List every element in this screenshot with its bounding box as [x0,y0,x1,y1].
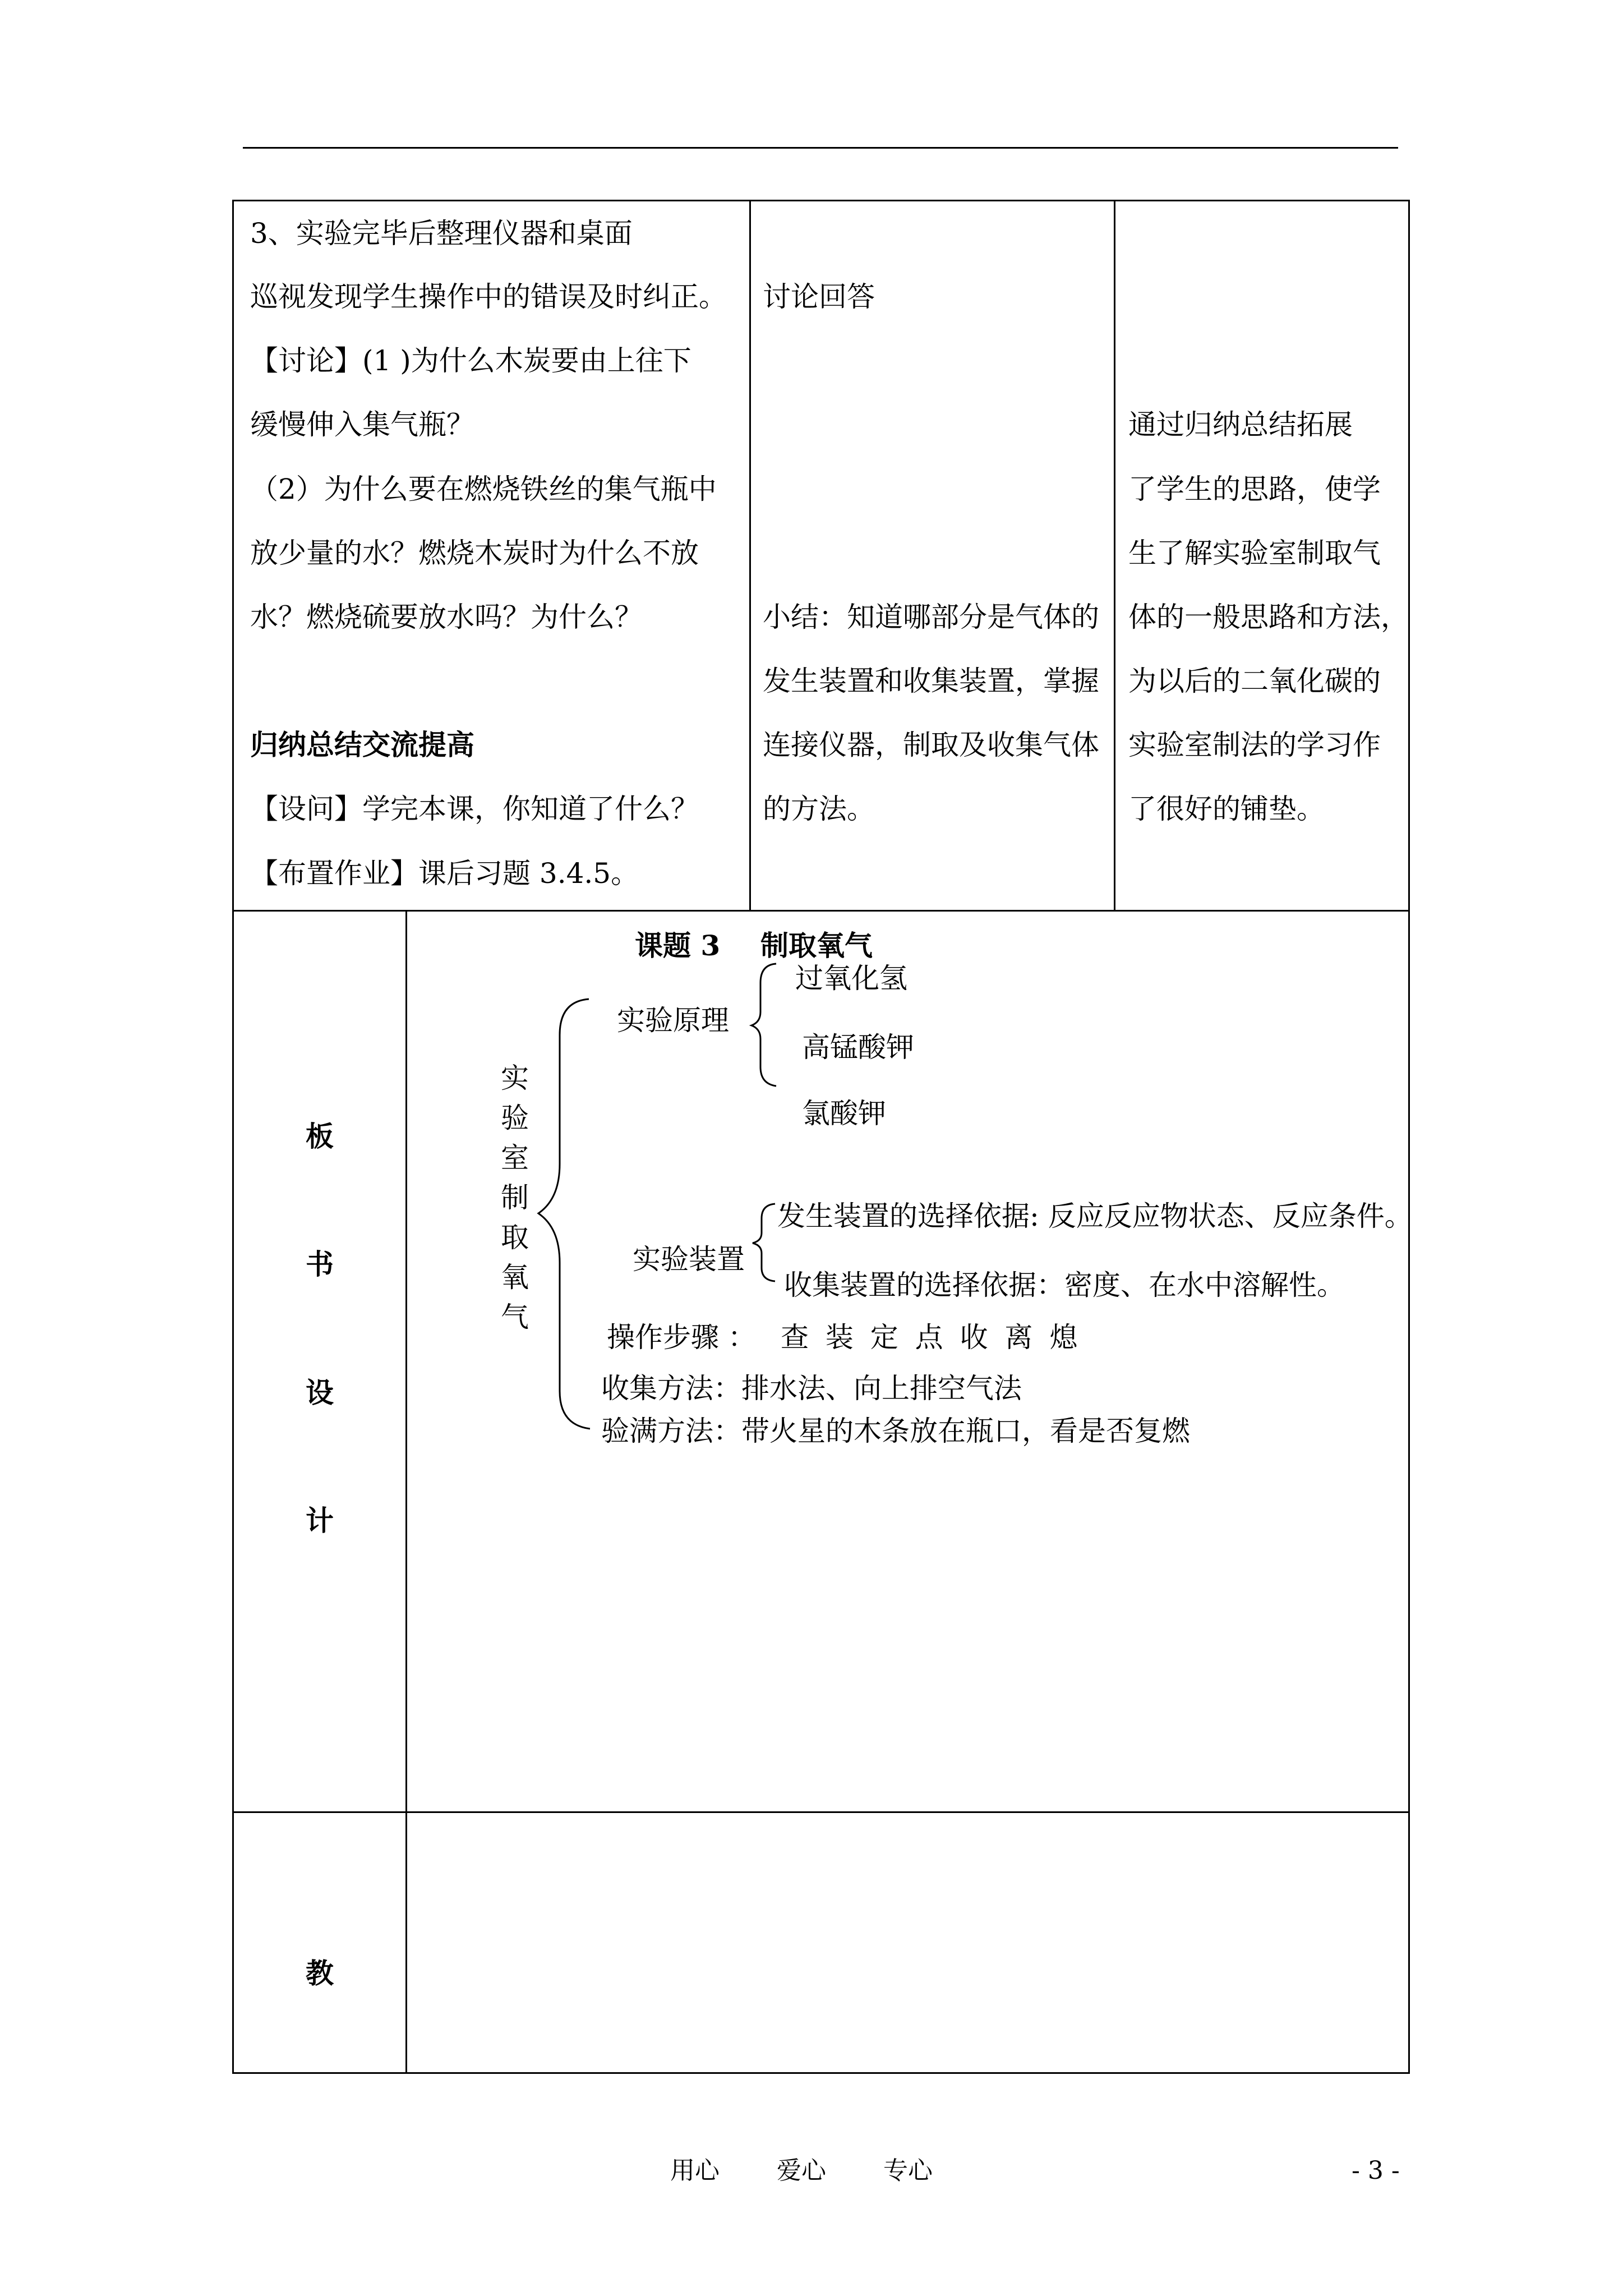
table-border-bottom [232,2072,1410,2074]
full-check-method: 验满方法：带火星的木条放在瓶口，看是否复燃 [601,1415,1190,1447]
table-border-right [1408,200,1410,2073]
intent-line-7: 了很好的铺垫。 [1128,793,1325,825]
apparatus-item-1: 发生装置的选择依据: 反应反应物状态、反应条件。 [777,1200,1413,1232]
root-char-6: 氧 [501,1261,529,1294]
teacher-line-1: 3、实验完毕后整理仪器和桌面 [250,217,633,250]
steps-label: 操作步骤 ： [607,1321,756,1354]
root-char-3: 室 [501,1142,529,1174]
teacher-line-9: 【布置作业】课后习题 3.4.5。 [250,857,639,890]
intent-line-1: 通过归纳总结拓展 [1128,408,1353,441]
row-separator-2 [232,1811,1410,1813]
root-char-5: 取 [501,1221,529,1254]
teacher-line-8: 【设问】学完本课，你知道了什么？ [250,793,699,825]
section-heading: 归纳总结交流提高 [250,728,474,761]
root-brace [527,996,606,1433]
root-char-1: 实 [501,1062,529,1094]
intent-line-4: 体的一般思路和方法， [1128,601,1409,633]
student-line-5: 的方法。 [763,793,875,825]
table-border-top [232,200,1410,201]
intent-line-6: 实验室制法的学习作 [1128,729,1381,761]
teacher-line-4: 缓慢伸入集气瓶？ [250,408,474,441]
header-rule [243,147,1398,149]
row-separator-1 [232,910,1410,912]
reflection-label: 教 [306,1957,334,1990]
principle-brace [748,960,782,1089]
board-label-char-1: 板 [306,1120,334,1153]
principle-item-1: 过氧化氢 [795,962,907,995]
label-column-divider [405,910,407,2073]
row1-divider-a [749,200,751,911]
row1-divider-b [1114,200,1115,911]
student-line-2: 小结：知道哪部分是气体的 [763,601,1099,633]
root-char-7: 气 [501,1301,529,1333]
board-label-char-4: 计 [306,1504,334,1537]
board-label-char-2: 书 [306,1248,334,1281]
board-title: 制取氧气 [760,929,873,962]
principle-label: 实验原理 [617,1004,729,1037]
footer-motto: 用心 爱心 专心 [670,2156,933,2185]
principle-item-2: 高锰酸钾 [802,1031,914,1064]
apparatus-brace [749,1200,781,1285]
intent-line-2: 了学生的思路，使学 [1128,473,1381,505]
teacher-line-2: 巡视发现学生操作中的错误及时纠正。 [250,280,727,313]
board-label-char-3: 设 [306,1376,334,1409]
teacher-line-6: 放少量的水？燃烧木炭时为什么不放 [250,537,699,569]
apparatus-item-2: 收集装置的选择依据：密度、在水中溶解性。 [784,1269,1345,1301]
root-char-4: 制 [501,1181,529,1214]
table-border-left [232,200,234,2073]
principle-item-3: 氯酸钾 [802,1097,886,1130]
intent-line-3: 生了解实验室制取气 [1128,537,1381,569]
collect-method: 收集方法：排水法、向上排空气法 [601,1372,1022,1405]
teacher-line-3: 【讨论】(1 )为什么木炭要由上往下 [250,344,691,377]
intent-line-5: 为以后的二氧化碳的 [1128,665,1381,697]
student-line-4: 连接仪器，制取及收集气体 [763,729,1099,761]
teacher-line-5: （2）为什么要在燃烧铁丝的集气瓶中 [250,473,717,505]
student-line-3: 发生装置和收集装置，掌握 [763,665,1099,697]
page-number: - 3 - [1352,2156,1400,2185]
teacher-line-7: 水？燃烧硫要放水吗？为什么？ [250,601,643,633]
apparatus-label: 实验装置 [633,1243,745,1276]
student-line-1: 讨论回答 [763,280,875,313]
board-title-number: 课题 3 [635,929,721,962]
steps-value: 查 装 定 点 收 离 熄 [781,1321,1078,1354]
root-char-2: 验 [501,1102,529,1134]
